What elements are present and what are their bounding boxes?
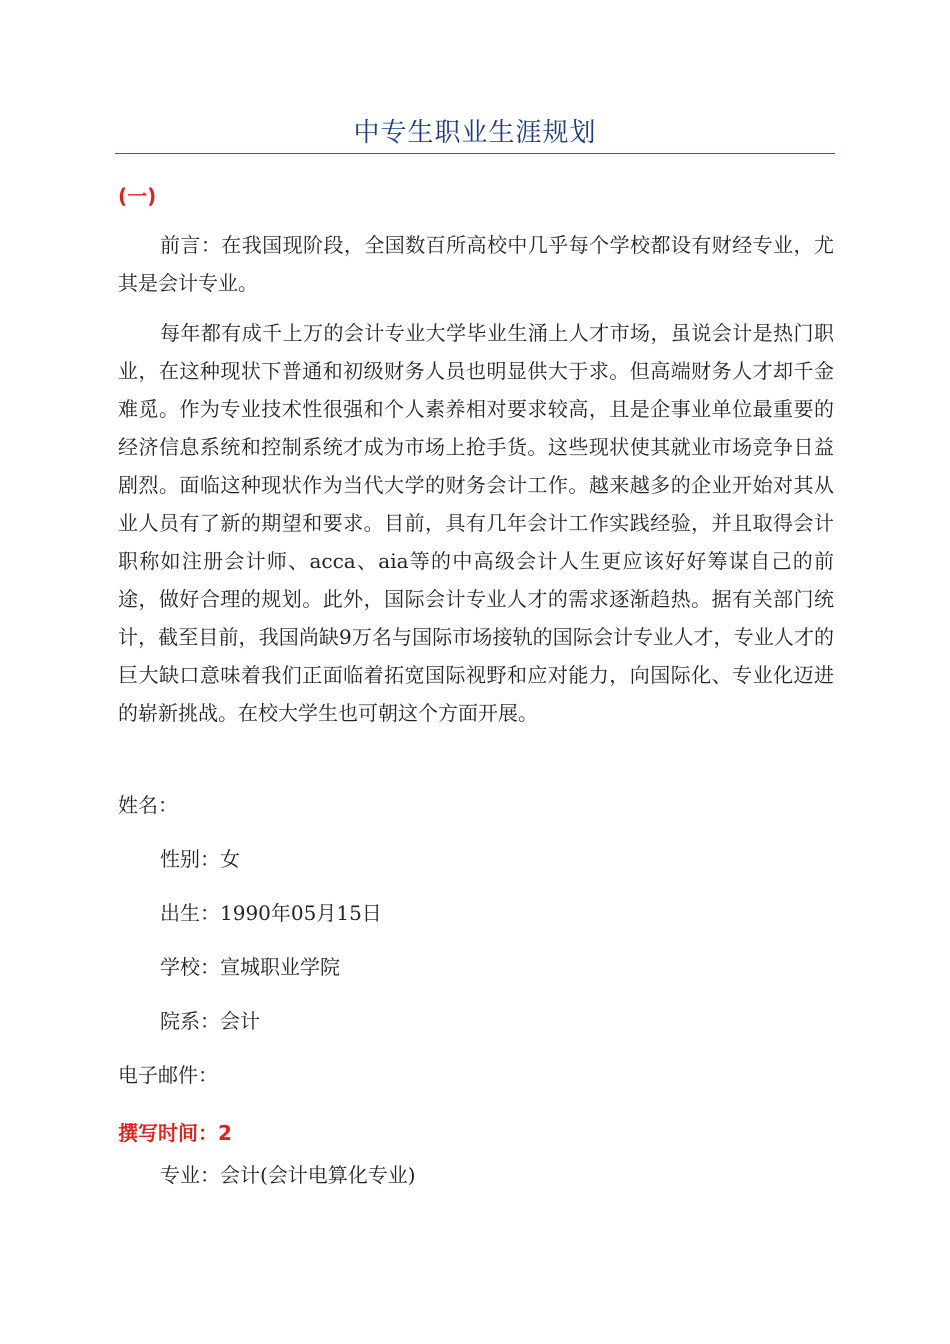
body-paragraph: 每年都有成千上万的会计专业大学毕业生涌上人才市场，虽说会计是热门职业，在这种现状下普通和初级财务人员也明显供大于求。但高端财务人才却千金难觅。作为专业技术性很强和个人素养相对要求较高，且是企事业单位最重要的经济信息系统和控制系统才成为市场上抢手货。这些现状使其就业市场竞争日益剧烈。面临这种现状作为当代大学的财务会计工作。越来越多的企业开始对其从业人员有了新的期望和要求。目前，具有几年会计工作实践经验，并且取得会计职称如注册会计师、acca、aia等的中高级会计人生更应该好好筹谋自己的前途，做好合理的规划。此外，国际会计专业人才的需求逐渐趋热。据有关部门统计，截至目前，我国尚缺9万名与国际市场接轨的国际会计专业人才，专业人才的巨大缺口意味着我们正面临着拓宽国际视野和应对能力，向国际化、专业化迈进的崭新挑战。在校大学生也可朝这个方面开展。: [118, 321, 834, 725]
school-field: 学校：宣城职业学院: [160, 955, 340, 979]
gender-field: 性别：女: [160, 847, 240, 871]
title-underline: [115, 153, 835, 154]
intro-paragraph: 前言：在我国现阶段，全国数百所高校中几乎每个学校都设有财经专业，尤其是会计专业。: [118, 233, 834, 295]
department-field: 院系：会计: [160, 1009, 260, 1033]
major-field: 专业：会计(会计电算化专业): [160, 1163, 416, 1187]
section-label: (一): [118, 184, 157, 208]
email-field: 电子邮件：: [118, 1063, 218, 1087]
write-time-heading: 撰写时间：2: [118, 1121, 232, 1145]
document-title: 中专生职业生涯规划: [353, 118, 597, 148]
name-field: 姓名：: [118, 793, 178, 817]
birth-field: 出生：1990年05月15日: [160, 901, 382, 925]
